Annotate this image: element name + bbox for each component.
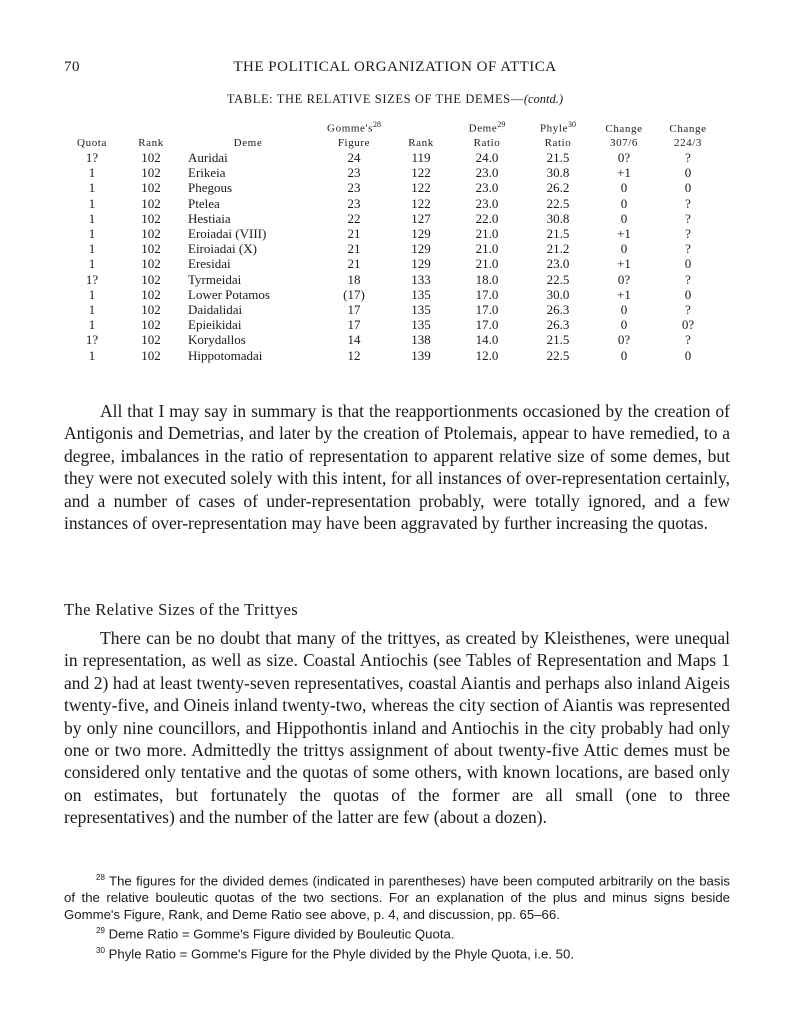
cell-rank: 102 bbox=[141, 302, 161, 318]
running-title: THE POLITICAL ORGANIZATION OF ATTICA bbox=[233, 59, 557, 75]
col-rank bbox=[122, 116, 180, 150]
cell-quota: 1 bbox=[88, 286, 96, 302]
cell-deme: Hestiaia bbox=[188, 210, 231, 226]
cell-rank2: 129 bbox=[411, 256, 431, 272]
cell-rank: 102 bbox=[141, 317, 161, 333]
table-header-row bbox=[62, 116, 720, 150]
cell-gomme-figure: 23 bbox=[347, 165, 361, 181]
footnote-number: 29 bbox=[96, 926, 105, 936]
table-row bbox=[62, 165, 720, 180]
cell-deme-ratio: 21.0 bbox=[475, 241, 499, 257]
cell-change-307: 0? bbox=[617, 271, 631, 287]
cell-change-307: +1 bbox=[617, 165, 631, 181]
cell-change-224: 0 bbox=[684, 256, 692, 272]
cell-rank2: 119 bbox=[411, 150, 431, 165]
cell-deme: Hippotomadai bbox=[188, 347, 263, 363]
table-row bbox=[62, 332, 720, 347]
footnote-text: The figures for the divided demes (indicated in parentheses) have been computed arbitrarily on the basis of the relative bouleutic quotas of the two sections. For an explanation of the plus and minus signs beside Gomme's Figure, Rank, and Deme Ratio see above, p. 4, and discussion, pp. 65–66. bbox=[64, 873, 730, 922]
table-row bbox=[62, 287, 720, 302]
cell-deme-ratio: 24.0 bbox=[475, 150, 499, 165]
col-change1-line2: 307/6 bbox=[609, 137, 639, 149]
cell-phyle-ratio: 22.5 bbox=[546, 195, 570, 211]
table-row bbox=[62, 196, 720, 211]
footnote-29 bbox=[64, 923, 730, 943]
col-deme-ratio-line2: Ratio bbox=[473, 137, 501, 149]
cell-change-224: ? bbox=[685, 271, 691, 287]
table-row bbox=[62, 241, 720, 256]
cell-deme-ratio: 18.0 bbox=[475, 271, 499, 287]
cell-rank2: 133 bbox=[411, 271, 431, 287]
col-deme-label: Deme bbox=[233, 137, 263, 149]
col-change2-line1: Change bbox=[669, 123, 707, 135]
cell-phyle-ratio: 30.8 bbox=[546, 165, 570, 181]
cell-change-307: 0 bbox=[620, 317, 628, 333]
cell-deme-ratio: 17.0 bbox=[475, 302, 499, 318]
col-change1-line1: Change bbox=[605, 123, 643, 135]
cell-quota: 1 bbox=[88, 180, 96, 196]
cell-phyle-ratio: 21.5 bbox=[546, 332, 570, 348]
cell-gomme-figure: 21 bbox=[347, 256, 361, 272]
footnote-text: Deme Ratio = Gomme's Figure divided by Bouleutic Quota. bbox=[108, 926, 455, 942]
cell-rank: 102 bbox=[141, 241, 161, 257]
cell-deme-ratio: 21.0 bbox=[475, 226, 499, 242]
cell-quota: 1 bbox=[88, 195, 96, 211]
cell-deme: Ptelea bbox=[188, 195, 220, 211]
cell-rank2: 135 bbox=[411, 302, 431, 318]
footnotes bbox=[64, 870, 730, 963]
cell-rank2: 122 bbox=[411, 165, 431, 181]
col-phyle-ratio-line1: Phyle bbox=[539, 123, 569, 135]
cell-rank: 102 bbox=[141, 210, 161, 226]
table-caption-text: TABLE: THE RELATIVE SIZES OF THE DEMES— bbox=[226, 92, 524, 106]
cell-change-224: ? bbox=[685, 195, 691, 211]
cell-change-224: 0 bbox=[684, 286, 692, 302]
cell-change-224: 0 bbox=[684, 165, 692, 181]
cell-gomme-figure: 21 bbox=[347, 241, 361, 257]
cell-quota: 1 bbox=[88, 317, 96, 333]
col-deme-ratio-line1: Deme bbox=[468, 123, 498, 135]
cell-phyle-ratio: 21.5 bbox=[546, 226, 570, 242]
cell-phyle-ratio: 30.0 bbox=[546, 286, 570, 302]
cell-phyle-ratio: 26.2 bbox=[546, 180, 570, 196]
cell-deme: Daidalidai bbox=[188, 302, 243, 318]
cell-rank2: 127 bbox=[411, 210, 431, 226]
table-header bbox=[62, 116, 720, 150]
cell-rank2: 129 bbox=[411, 241, 431, 257]
cell-change-307: 0 bbox=[620, 347, 628, 363]
cell-change-224: 0 bbox=[684, 180, 692, 196]
cell-phyle-ratio: 26.3 bbox=[546, 317, 570, 333]
cell-rank: 102 bbox=[141, 271, 161, 287]
running-head bbox=[64, 59, 726, 79]
cell-rank2: 139 bbox=[411, 347, 431, 363]
section-heading bbox=[64, 600, 298, 620]
cell-gomme-figure: 21 bbox=[347, 226, 361, 242]
cell-phyle-ratio: 21.5 bbox=[546, 150, 570, 165]
cell-deme: Korydallos bbox=[188, 332, 246, 348]
cell-deme-ratio: 23.0 bbox=[475, 165, 499, 181]
cell-change-307: 0? bbox=[617, 150, 631, 165]
cell-deme-ratio: 12.0 bbox=[475, 347, 499, 363]
cell-change-224: ? bbox=[685, 150, 691, 165]
cell-change-307: 0 bbox=[620, 195, 628, 211]
table-row bbox=[62, 256, 720, 271]
table-row bbox=[62, 302, 720, 317]
cell-change-307: 0 bbox=[620, 302, 628, 318]
col-gomme-figure bbox=[316, 116, 392, 150]
cell-gomme-figure: 23 bbox=[347, 195, 361, 211]
cell-change-307: 0 bbox=[620, 180, 628, 196]
cell-deme-ratio: 17.0 bbox=[475, 317, 499, 333]
page-number: 70 bbox=[64, 59, 80, 75]
cell-quota: 1 bbox=[88, 302, 96, 318]
cell-rank: 102 bbox=[141, 347, 161, 363]
cell-rank2: 122 bbox=[411, 195, 431, 211]
footnote-number: 28 bbox=[96, 873, 105, 882]
cell-quota: 1? bbox=[85, 150, 99, 165]
cell-deme: Auridai bbox=[188, 150, 228, 165]
cell-rank: 102 bbox=[141, 286, 161, 302]
summary-paragraph: All that I may say in summary is that the reapportionments occasioned by the creation of Antigonis and Demetrias, and later by the creation of Ptolemais, appear to have remedied, to a degree, imbalances in the ratio of representation to apparent relative size of some demes, but they were not executed solely with this intent, for all instances of over-representation certainly, and a number of cases of under-representation probably, were totally ignored, and a few instances of over-representation may have been aggravated by further increasing the quotas. bbox=[64, 401, 730, 534]
col-phyle-ratio-line2: Ratio bbox=[544, 137, 572, 149]
footnote-text: Phyle Ratio = Gomme's Figure for the Phyle divided by the Phyle Quota, i.e. 50. bbox=[108, 946, 574, 962]
cell-rank2: 135 bbox=[411, 317, 431, 333]
cell-gomme-figure: (17) bbox=[343, 286, 365, 302]
cell-deme: Eresidai bbox=[188, 256, 231, 272]
cell-phyle-ratio: 30.8 bbox=[546, 210, 570, 226]
demes-table bbox=[62, 116, 720, 363]
cell-gomme-figure: 23 bbox=[347, 180, 361, 196]
cell-deme: Erikeia bbox=[188, 165, 226, 181]
cell-deme-ratio: 21.0 bbox=[475, 256, 499, 272]
cell-phyle-ratio: 22.5 bbox=[546, 347, 570, 363]
footnote-number: 30 bbox=[96, 946, 105, 956]
cell-change-224: ? bbox=[685, 210, 691, 226]
cell-change-224: 0 bbox=[684, 347, 692, 363]
table-body bbox=[62, 150, 720, 363]
col-deme-ratio bbox=[450, 116, 524, 150]
footnote-30 bbox=[64, 943, 730, 963]
cell-change-224: ? bbox=[685, 241, 691, 257]
cell-deme-ratio: 23.0 bbox=[475, 180, 499, 196]
cell-phyle-ratio: 21.2 bbox=[546, 241, 570, 257]
cell-deme: Eiroiadai (X) bbox=[188, 241, 257, 257]
cell-gomme-figure: 22 bbox=[347, 210, 361, 226]
section-heading-text: The Relative Sizes of the Trittyes bbox=[64, 600, 299, 619]
cell-gomme-figure: 17 bbox=[347, 317, 361, 333]
cell-quota: 1 bbox=[88, 210, 96, 226]
cell-quota: 1 bbox=[88, 347, 96, 363]
cell-deme-ratio: 22.0 bbox=[475, 210, 499, 226]
cell-deme-ratio: 17.0 bbox=[475, 286, 499, 302]
cell-quota: 1? bbox=[85, 271, 99, 287]
table-row bbox=[62, 226, 720, 241]
col-rank2 bbox=[392, 116, 450, 150]
cell-deme: Epieikidai bbox=[188, 317, 242, 333]
cell-rank: 102 bbox=[141, 226, 161, 242]
cell-deme-ratio: 23.0 bbox=[475, 195, 499, 211]
col-change-224 bbox=[656, 116, 720, 150]
cell-rank: 102 bbox=[141, 150, 161, 165]
cell-gomme-figure: 14 bbox=[347, 332, 361, 348]
cell-change-224: ? bbox=[685, 226, 691, 242]
cell-change-224: ? bbox=[685, 332, 691, 348]
table-row bbox=[62, 317, 720, 332]
cell-change-307: 0 bbox=[620, 241, 628, 257]
table-row bbox=[62, 180, 720, 195]
cell-gomme-figure: 24 bbox=[347, 150, 361, 165]
cell-rank: 102 bbox=[141, 332, 161, 348]
cell-change-307: +1 bbox=[617, 256, 631, 272]
cell-phyle-ratio: 26.3 bbox=[546, 302, 570, 318]
cell-rank: 102 bbox=[141, 195, 161, 211]
cell-rank2: 138 bbox=[411, 332, 431, 348]
cell-change-307: 0? bbox=[617, 332, 631, 348]
footnote-ref-29: 29 bbox=[497, 120, 506, 130]
cell-rank: 102 bbox=[141, 256, 161, 272]
col-deme bbox=[180, 116, 316, 150]
col-rank2-label: Rank bbox=[408, 137, 434, 149]
cell-deme: Eroiadai (VIII) bbox=[188, 226, 267, 242]
cell-quota: 1 bbox=[88, 165, 96, 181]
cell-rank: 102 bbox=[141, 180, 161, 196]
cell-deme-ratio: 14.0 bbox=[475, 332, 499, 348]
trittyes-paragraph: There can be no doubt that many of the trittyes, as created by Kleisthenes, were unequal in representation, as well as size. Coastal Antiochis (see Tables of Representation and Maps 1 and 2) had at least twenty-seven representatives, coastal Aiantis and perhaps also inland Aigeis twenty-five, and Oineis inland twenty-two, whereas the city section of Aiantis was represented by only nine councillors, and Hippothontis inland and Antiochis in the city probably had only one or two more. Admittedly the trittys assignment of about twenty-five Attic demes must be considered only tentative and the quotas of some others, with known locations, are based only on estimates, but fortunately the quotas of the former are all small (one to three representatives) and the number of the latter are few (about a dozen). bbox=[64, 628, 730, 828]
cell-change-307: +1 bbox=[617, 286, 631, 302]
cell-phyle-ratio: 22.5 bbox=[546, 271, 570, 287]
cell-gomme-figure: 18 bbox=[347, 271, 361, 287]
table-row bbox=[62, 211, 720, 226]
table-row bbox=[62, 348, 720, 363]
col-gomme-line1: Gomme's bbox=[327, 123, 373, 135]
col-change-307 bbox=[592, 116, 656, 150]
cell-quota: 1 bbox=[88, 241, 96, 257]
cell-rank: 102 bbox=[141, 165, 161, 181]
col-quota-label: Quota bbox=[77, 137, 107, 149]
cell-deme: Tyrmeidai bbox=[188, 271, 242, 287]
cell-change-307: +1 bbox=[617, 226, 631, 242]
cell-quota: 1 bbox=[88, 226, 96, 242]
cell-gomme-figure: 17 bbox=[347, 302, 361, 318]
cell-rank2: 129 bbox=[411, 226, 431, 242]
table-caption bbox=[64, 92, 726, 107]
col-change2-line2: 224/3 bbox=[673, 137, 703, 149]
footnote-28 bbox=[64, 870, 730, 923]
cell-gomme-figure: 12 bbox=[347, 347, 361, 363]
cell-change-224: ? bbox=[685, 302, 691, 318]
cell-deme: Phegous bbox=[188, 180, 233, 196]
col-phyle-ratio bbox=[524, 116, 592, 150]
cell-rank2: 122 bbox=[411, 180, 431, 196]
cell-quota: 1 bbox=[88, 256, 96, 272]
cell-deme: Lower Potamos bbox=[188, 286, 270, 302]
cell-quota: 1? bbox=[85, 332, 99, 348]
table-caption-contd: (contd.) bbox=[523, 92, 564, 106]
col-quota bbox=[62, 116, 122, 150]
table-row bbox=[62, 150, 720, 165]
cell-rank2: 135 bbox=[411, 286, 431, 302]
cell-change-224: 0? bbox=[681, 317, 695, 333]
table-row bbox=[62, 272, 720, 287]
col-gomme-line2: Figure bbox=[337, 137, 371, 149]
cell-phyle-ratio: 23.0 bbox=[546, 256, 570, 272]
col-rank-label: Rank bbox=[138, 137, 164, 149]
footnote-ref-28: 28 bbox=[372, 120, 381, 130]
cell-change-307: 0 bbox=[620, 210, 628, 226]
footnote-ref-30: 30 bbox=[568, 120, 577, 130]
